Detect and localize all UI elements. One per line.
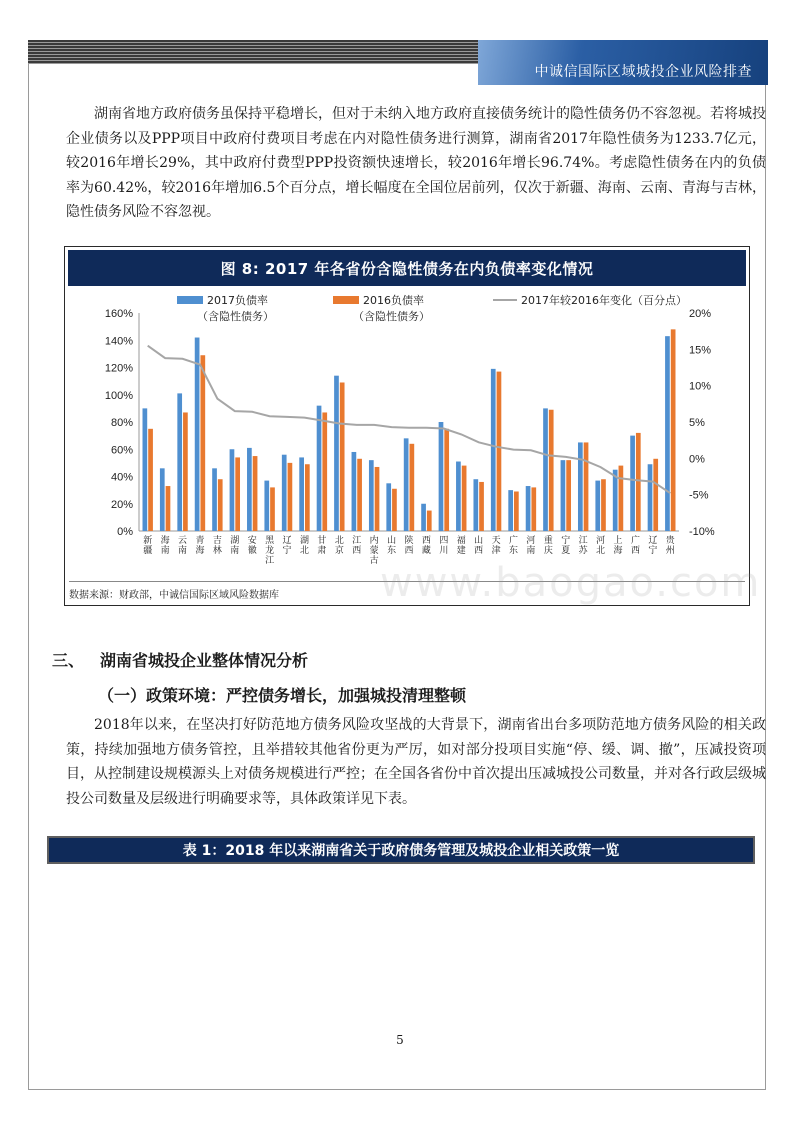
section-number: 三、 xyxy=(52,651,85,670)
bar-2016 xyxy=(270,487,275,531)
legend-label-2017: 2017负债率 xyxy=(207,294,268,307)
bar-2016 xyxy=(200,355,205,531)
bar-2016 xyxy=(340,382,345,531)
y-tick-right: 15% xyxy=(689,344,712,357)
x-tick-label: 山西 xyxy=(474,536,484,556)
y-tick-left: 0% xyxy=(117,526,133,538)
bar-2017 xyxy=(526,486,531,531)
y-tick-left: 40% xyxy=(110,471,133,484)
x-tick-label: 河北 xyxy=(596,536,606,556)
bar-2017 xyxy=(578,442,583,531)
bar-2017 xyxy=(282,455,287,531)
x-tick-label: 吉林 xyxy=(212,536,222,556)
legend-label-change: 2017年较2016年变化（百分点） xyxy=(521,294,687,307)
bar-2017 xyxy=(352,452,357,531)
bar-2016 xyxy=(392,489,397,531)
x-tick-label: 贵州 xyxy=(665,536,675,556)
page-number: 5 xyxy=(396,1033,404,1047)
x-tick-label: 福建 xyxy=(456,536,466,556)
section-heading xyxy=(52,648,308,671)
y-tick-left: 80% xyxy=(110,417,133,429)
legend-sublabel-2017: （含隐性债务） xyxy=(197,310,274,323)
bar-2017 xyxy=(439,422,444,531)
bar-2016 xyxy=(218,479,223,531)
x-tick-label: 河南 xyxy=(526,536,536,556)
subsection-heading: （一）政策环境：严控债务增长，加强城投清理整顿 xyxy=(98,686,467,705)
y-tick-left: 120% xyxy=(104,362,133,375)
y-tick-left: 100% xyxy=(104,389,133,402)
legend-swatch-2016 xyxy=(333,296,359,304)
legend-swatch-2017 xyxy=(177,296,203,304)
bar-2017 xyxy=(230,449,235,531)
bar-2016 xyxy=(166,486,171,531)
x-tick-label: 江苏 xyxy=(578,536,588,556)
bar-2016 xyxy=(305,464,310,531)
table-title: 表 1：2018 年以来湖南省关于政府债务管理及城投企业相关政策一览 xyxy=(47,836,755,864)
y-tick-left: 60% xyxy=(110,444,133,457)
bar-2016 xyxy=(375,467,380,531)
x-tick-label: 北京 xyxy=(334,536,344,556)
bar-2017 xyxy=(247,448,252,531)
bar-2016 xyxy=(410,444,415,531)
bar-2016 xyxy=(148,429,153,531)
bar-2016 xyxy=(462,466,467,531)
x-tick-label: 海南 xyxy=(160,536,170,556)
header-title: 中诚信国际区域城投企业风险排查 xyxy=(534,64,752,80)
y-tick-left: 20% xyxy=(110,498,133,511)
y-tick-right: -10% xyxy=(689,526,715,538)
bar-2016 xyxy=(253,456,258,531)
legend-sublabel-2016: （含隐性债务） xyxy=(353,310,430,323)
x-tick-label: 上海 xyxy=(613,536,623,556)
bar-2017 xyxy=(491,369,496,531)
header-banner xyxy=(478,40,768,85)
bar-2016 xyxy=(584,442,589,531)
x-tick-label: 新疆 xyxy=(143,536,153,556)
x-tick-label: 重庆 xyxy=(543,536,553,556)
bar-2016 xyxy=(514,491,519,531)
bar-2016 xyxy=(357,459,362,531)
bar-2016 xyxy=(566,460,571,531)
x-tick-label: 广东 xyxy=(509,536,519,556)
bar-2017 xyxy=(369,460,374,531)
x-tick-label: 内蒙古 xyxy=(369,536,379,566)
x-tick-label: 宁夏 xyxy=(561,536,571,556)
bar-2017 xyxy=(508,490,513,531)
bar-2016 xyxy=(549,410,554,531)
chart xyxy=(65,291,749,581)
x-tick-label: 青海 xyxy=(195,536,205,556)
bar-2017 xyxy=(143,408,148,531)
y-tick-right: 0% xyxy=(689,453,705,466)
section-title: 湖南省城投企业整体情况分析 xyxy=(100,651,309,670)
x-tick-label: 辽宁 xyxy=(282,536,292,556)
bar-2016 xyxy=(444,429,449,531)
bar-2017 xyxy=(160,468,165,531)
bar-2017 xyxy=(212,468,217,531)
bar-2017 xyxy=(299,457,304,531)
x-tick-label: 安徽 xyxy=(247,536,257,556)
bar-2017 xyxy=(665,336,670,531)
bar-2016 xyxy=(427,511,432,531)
bar-2016 xyxy=(183,412,188,531)
watermark: www.baogao.com xyxy=(380,560,762,606)
figure-source: 数据来源：财政部，中诚信国际区域风险数据库 xyxy=(69,581,745,601)
bar-2017 xyxy=(317,406,322,531)
x-tick-label: 黑龙江 xyxy=(265,536,275,566)
bar-2017 xyxy=(177,393,182,531)
y-tick-right: 5% xyxy=(689,417,705,429)
x-tick-label: 广西 xyxy=(630,536,640,556)
bar-2017 xyxy=(543,408,548,531)
figure-title: 图 8: 2017 年各省份含隐性债务在内负债率变化情况 xyxy=(68,250,746,286)
bar-2016 xyxy=(479,482,484,531)
bar-2016 xyxy=(619,466,624,531)
policy-paragraph: 2018年以来，在坚决打好防范地方债务风险攻坚战的大背景下，湖南省出台多项防范地方债务风险的相关政策，持续加强地方债务管控，且举措较其他省份更为严厉，如对部分投项目实施“停、缓、调、撤”，压减投资项目，从控制建设规模源头上对债务规模进行严控；在全国各省份中首次提出压减城投公司数量，并对各行政层级城投公司数量及层级进行明确要求等，具体政策详见下表。 xyxy=(66,717,766,807)
bar-2017 xyxy=(456,462,461,531)
y-tick-right: -5% xyxy=(689,489,709,502)
legend-label-2016: 2016负债率 xyxy=(363,294,424,307)
bar-2016 xyxy=(671,329,676,531)
bar-2017 xyxy=(613,470,618,531)
x-tick-label: 云南 xyxy=(178,536,188,556)
x-tick-label: 四川 xyxy=(439,536,449,556)
bar-2017 xyxy=(386,483,391,531)
bar-2017 xyxy=(561,460,566,531)
x-tick-label: 天津 xyxy=(491,536,501,556)
bar-2016 xyxy=(636,433,641,531)
bar-2017 xyxy=(595,481,600,531)
bar-2017 xyxy=(648,464,653,531)
bar-2016 xyxy=(497,372,502,531)
bar-2016 xyxy=(653,459,658,531)
x-tick-label: 山东 xyxy=(387,536,397,556)
intro-paragraph: 湖南省地方政府债务虽保持平稳增长，但对于未纳入地方政府直接债务统计的隐性债务仍不容忽视。若将城投企业债务以及PPP项目中政府付费项目考虑在内对隐性债务进行测算，湖南省2017年隐性债务为1233.7亿元，较2016年增长29%，其中政府付费型PPP投资额快速增长，较2016年增长96.74%。考虑隐性债务在内的负债率为60.42%，较2016年增加6.5个百分点，增长幅度在全国位居前列，仅次于新疆、海南、云南、青海与吉林，隐性债务风险不容忽视。 xyxy=(66,106,766,220)
bar-2016 xyxy=(235,457,240,531)
bar-2017 xyxy=(421,504,426,531)
y-tick-left: 160% xyxy=(104,308,133,320)
bar-2017 xyxy=(404,438,409,531)
bar-2016 xyxy=(531,487,536,531)
bar-2016 xyxy=(322,412,327,531)
x-tick-label: 陕西 xyxy=(404,536,414,556)
bar-2017 xyxy=(195,338,200,531)
x-tick-label: 甘肃 xyxy=(317,536,327,556)
figure-8 xyxy=(64,246,750,606)
bar-2016 xyxy=(601,479,606,531)
x-tick-label: 湖南 xyxy=(230,536,240,556)
x-tick-label: 辽宁 xyxy=(648,536,658,556)
x-tick-label: 江西 xyxy=(352,536,362,556)
bar-2017 xyxy=(473,479,478,531)
y-tick-right: 20% xyxy=(689,308,712,320)
bar-2017 xyxy=(630,436,635,531)
bar-2017 xyxy=(334,376,339,531)
y-tick-left: 140% xyxy=(104,335,133,348)
x-tick-label: 湖北 xyxy=(299,536,309,556)
y-tick-right: 10% xyxy=(689,380,712,393)
change-line xyxy=(148,346,671,494)
bar-2017 xyxy=(264,481,269,531)
x-tick-label: 西藏 xyxy=(421,536,431,556)
bar-2016 xyxy=(288,463,293,531)
